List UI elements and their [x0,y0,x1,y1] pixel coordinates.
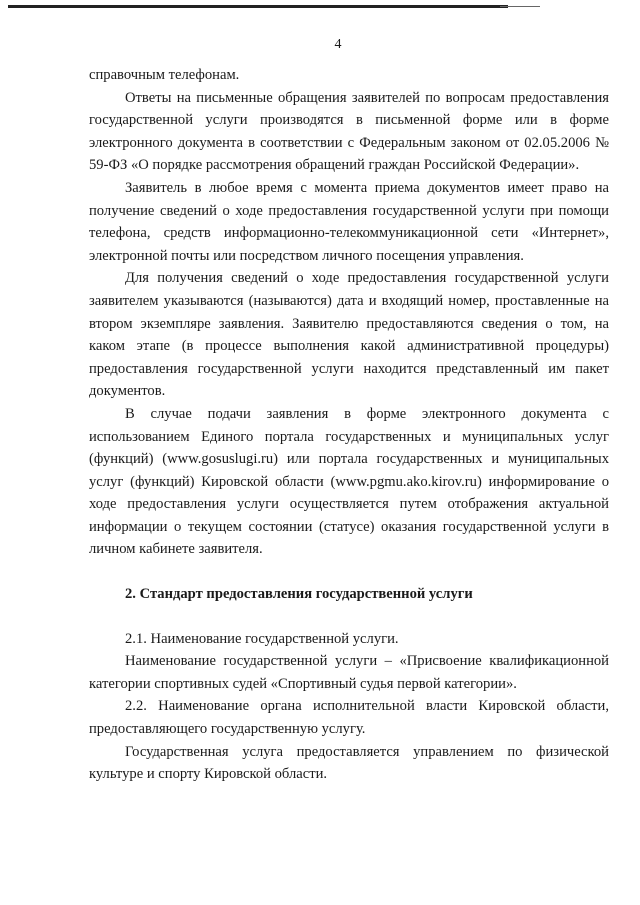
paragraph-continuation: справочным телефонам. [89,67,240,83]
item-2-2-text: Государственная услуга предоставляется управлением по физической культуре и спорту Кировской области. [89,743,609,783]
paragraph-status-info: Для получения сведений о ходе предоставления государственной услуги заявителем указываются (называются) дата и входящий номер, проставленные на втором экземпляре заявления. Заявителю предоставляются сведения о том, на каком этапе (в процессе выполнения какой административной процедуры) предоставления государственной услуги находится представленный им пакет документов. [89,270,609,400]
page-number: 4 [334,37,342,52]
item-2-1-text: Наименование государственной услуги – «Присвоение квалификационной категории спортивных судей «Спортивный судья первой категории». [89,653,609,692]
paragraph-electronic-submission: В случае подачи заявления в форме электронного документа с использованием Единого портала государственных и муниципальных услуг (функций) (www.gosuslugi.ru) или портала государственных и муниципальных услуг (функций) Кировской области (www.pgmu.ako.kirov.ru) информирование о ходе предоставления услуги осуществляется путем отображения актуальной информации о текущем состоянии (статусе) оказания государственной услуги в личном кабинете заявителя. [89,405,609,558]
section-heading: 2. Стандарт предоставления государственной услуги [125,586,473,603]
item-2-2-title: 2.2. Наименование органа исполнительной власти Кировской области, предоставляющего государственную услугу. [89,698,609,738]
top-border-rule [8,5,508,8]
document-body [89,64,609,786]
item-2-1-title: 2.1. Наименование государственной услуги. [125,630,399,647]
paragraph-applicant-rights: Заявитель в любое время с момента приема документов имеет право на получение сведений о ходе предоставления государственной услуги при помощи телефона, средств информационно-телекоммуникационной сети «Интернет», электронной почты или посредством личного посещения управления. [89,179,609,264]
paragraph-written-responses: Ответы на письменные обращения заявителей по вопросам предоставления государственной услуги производятся в письменной форме или в форме электронного документа в соответствии с Федеральным законом от 02.05.2006 № 59-ФЗ «О порядке рассмотрения обращений граждан Российской Федерации». [89,89,609,174]
top-border-rule-tail [500,6,540,7]
